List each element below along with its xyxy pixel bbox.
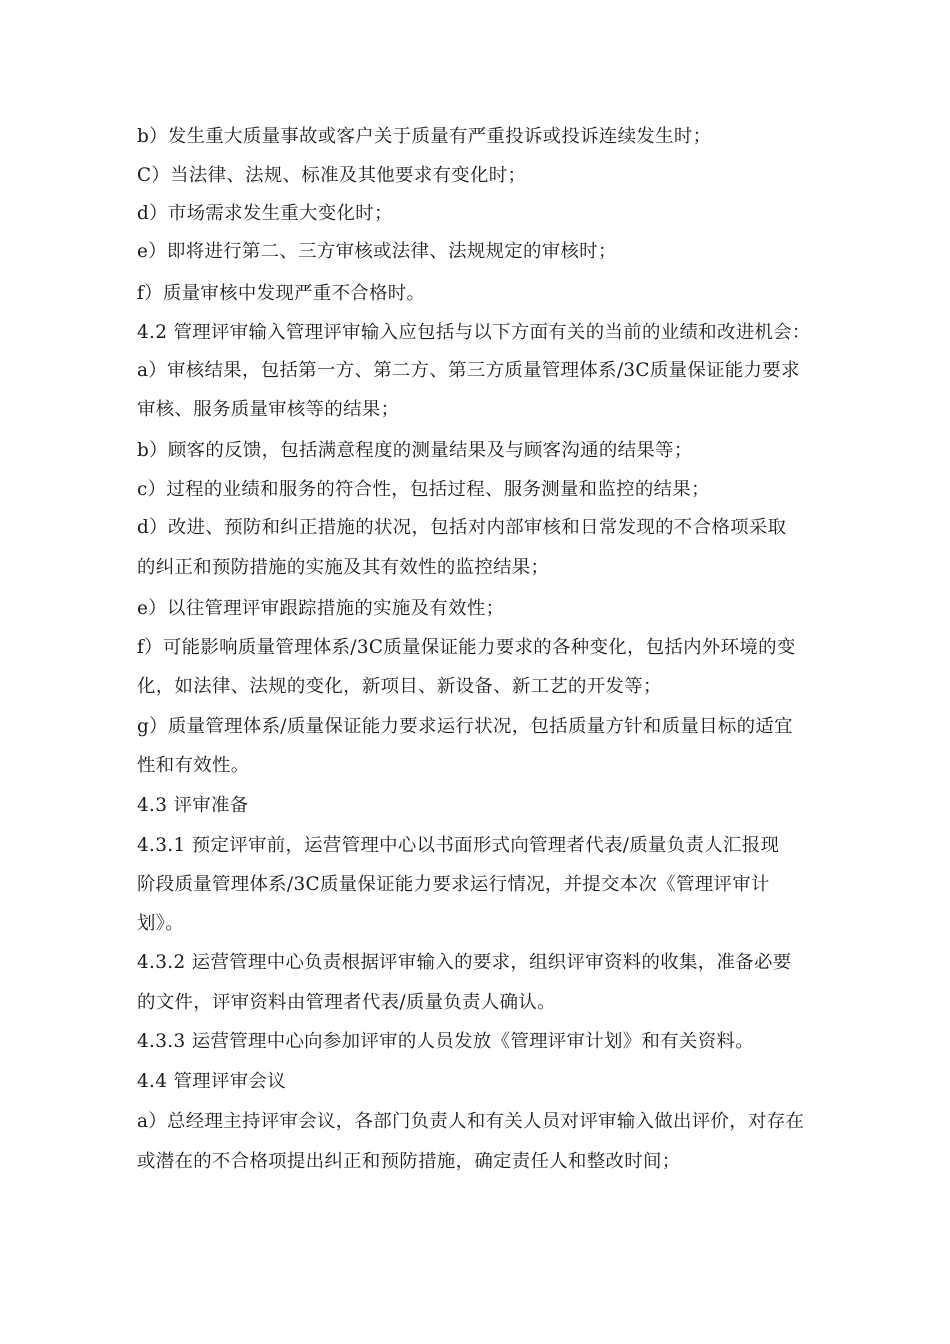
text-line: C）当法律、法规、标准及其他要求有变化时； [137, 165, 527, 186]
section-heading: 4.4 管理评审会议 [137, 1071, 286, 1092]
text-line: 阶段质量管理体系/3C质量保证能力要求运行情况，并提交本次《管理评审计 [137, 874, 770, 895]
text-line: d）改进、预防和纠正措施的状况，包括对内部审核和日常发现的不合格项采取 [137, 517, 787, 538]
text-line: 化，如法律、法规的变化，新项目、新设备、新工艺的开发等； [137, 676, 662, 697]
text-line: f）质量审核中发现严重不合格时。 [137, 283, 426, 304]
text-line: 4.3.3 运营管理中心向参加评审的人员发放《管理评审计划》和有关资料。 [137, 1031, 754, 1052]
text-line: e）即将进行第二、三方审核或法律、法规规定的审核时； [137, 241, 617, 262]
section-heading: 4.3 评审准备 [137, 795, 249, 816]
text-line: 的纠正和预防措施的实施及其有效性的监控结果； [137, 557, 550, 578]
text-line: 或潜在的不合格项提出纠正和预防措施，确定责任人和整改时间； [137, 1151, 681, 1172]
text-line: 审核、服务质量审核等的结果； [137, 399, 400, 420]
text-line: g）质量管理体系/质量保证能力要求运行状况，包括质量方针和质量目标的适宜 [137, 716, 793, 737]
text-line: 的文件，评审资料由管理者代表/质量负责人确认。 [137, 992, 556, 1013]
text-line: e）以往管理评审跟踪措施的实施及有效性； [137, 598, 505, 619]
text-line: a）总经理主持评审会议，各部门负责人和有关人员对评审输入做出评价，对存在 [137, 1111, 805, 1132]
text-line: d）市场需求发生重大变化时； [137, 203, 393, 224]
section-heading: 4.2 管理评审输入管理评审输入应包括与以下方面有关的当前的业绩和改进机会： [137, 322, 811, 343]
text-line: c）过程的业绩和服务的符合性，包括过程、服务测量和监控的结果； [137, 479, 710, 500]
text-line: b）发生重大质量事故或客户关于质量有严重投诉或投诉连续发生时； [137, 126, 712, 147]
text-line: 性和有效性。 [137, 755, 250, 776]
text-line: b）顾客的反馈，包括满意程度的测量结果及与顾客沟通的结果等； [137, 440, 693, 461]
text-line: 4.3.2 运营管理中心负责根据评审输入的要求，组织评审资料的收集，准备必要 [137, 952, 792, 973]
text-line: 划》。 [137, 913, 185, 934]
text-line: f）可能影响质量管理体系/3C质量保证能力要求的各种变化，包括内外环境的变 [137, 637, 796, 658]
text-line: a）审核结果，包括第一方、第二方、第三方质量管理体系/3C质量保证能力要求 [137, 360, 800, 381]
text-line: 4.3.1 预定评审前，运营管理中心以书面形式向管理者代表/质量负责人汇报现 [137, 835, 780, 856]
